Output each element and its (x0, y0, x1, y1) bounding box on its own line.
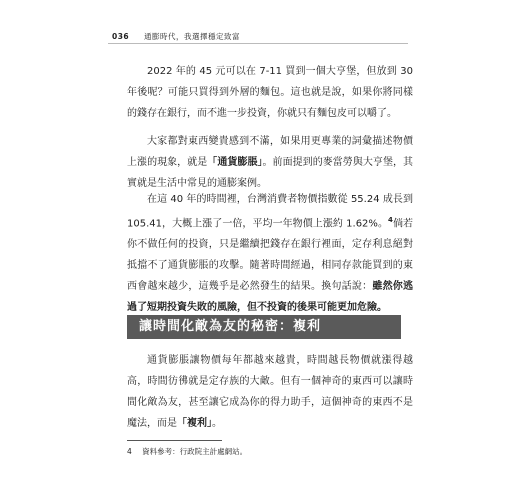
header-divider (108, 43, 408, 44)
p3-bold-conclusion: 雖然你逃過了短期投資失敗的風險，但不投資的後果可能更加危險。 (127, 281, 414, 314)
footnote-divider (127, 440, 222, 441)
paragraph-3 (127, 189, 413, 318)
p2-text-a: 大家都對東西變貴感到不滿，如果用更專業的詞彙描述物價上漲的現象，就是 (127, 136, 413, 168)
p2-term-inflation: 「通貨膨脹」 (207, 157, 263, 168)
paragraph-4 (127, 350, 413, 434)
footnote (127, 446, 247, 457)
p4-text-a: 通貨膨脹讓物價每年都越來越貴，時間越長物價就漲得越高，時間彷彿就是定存族的大敵。但有一個神奇的東西可以讓時間化敵為友，甚至讓它成為你的得力助手，這個神奇的東西不是魔法，而是 (127, 355, 413, 429)
footnote-marker: 4 (388, 216, 393, 224)
paragraph-1 (127, 61, 413, 124)
footnote-number: 4 (127, 447, 132, 456)
paragraph-3-text (127, 189, 413, 318)
paragraph-2-text (127, 131, 413, 194)
paragraph-1-text: 2022 年的 45 元可以在 7-11 買到一個大亨堡，但放到 30 年後呢？可能只買得到外層的麵包。這也就是說，如果你將同樣的錢存在銀行，而不進一步投資，你就只有麵包皮可以嚼了。 (127, 66, 413, 119)
section-title: 讓時間化敵為友的秘密：複利 (127, 315, 401, 339)
paragraph-4-text (127, 350, 413, 434)
p3-text-a: 在這 40 年的時間裡，台灣消費者物價指數從 55.24 成長到 105.41，大概上漲了一倍，平均一年物價上漲約 1.62%。 (127, 194, 413, 230)
paragraph-2 (127, 131, 413, 194)
running-header (112, 31, 240, 42)
chapter-title: 通膨時代，我選擇穩定致富 (144, 32, 241, 41)
page-number: 036 (112, 32, 130, 41)
p4-text-c: 。 (212, 418, 222, 429)
footnote-text: 資料參考：行政院主計處網站。 (142, 447, 248, 456)
p4-term-compound: 「複利」 (177, 418, 212, 429)
p2-text-c: 。前面提到的麥當勞與大亨堡，其實就是生活中常見的通膨案例。 (127, 157, 414, 189)
p3-text-b: 倘若你不做任何的投資，只是繼續把錢存在銀行裡面，定存利息絕對抵擋不了通貨膨脹的攻擊。隨著時間經過，相同存款能買到的東西會越來越少，這幾乎是必然發生的結果。換句話說： (127, 218, 414, 293)
